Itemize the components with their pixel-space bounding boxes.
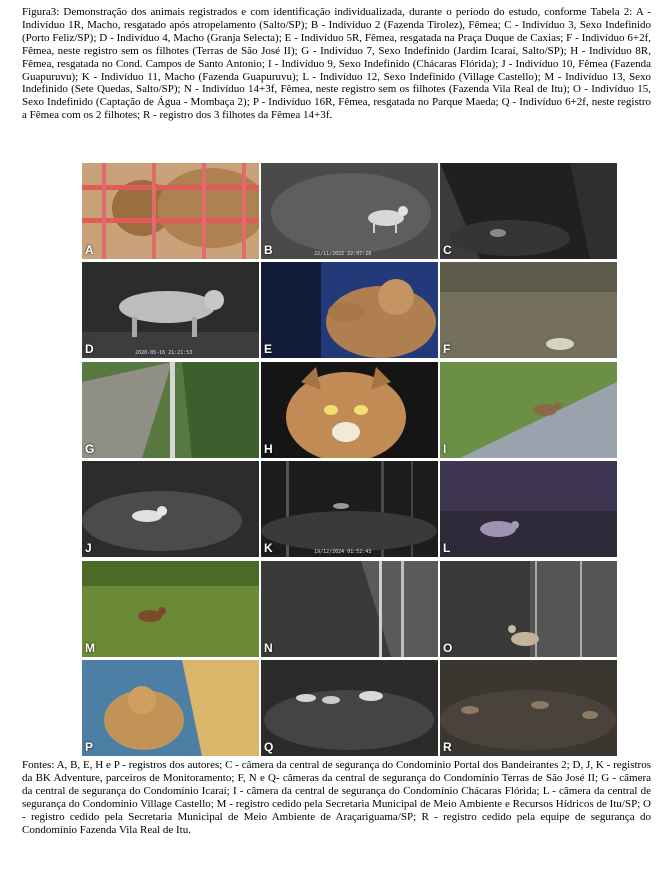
photo-e-image	[261, 262, 438, 358]
photo-panel-k	[261, 461, 438, 557]
figure-sources: Fontes: A, B, E, H e P - registros dos autores; C - câmera da central de segurança do Condomínio Portal dos Bandeirantes 2; D, J, K - registros da BK Adventure, parceiros de Monitoramento; F, N e Q- câmeras da central de segurança do Condomínio Terras de São José II; G - câmera da central de segurança do Condomínio Icaraí; I - câmera da central de segurança do Condomínio Chácaras Flórida; L - câmera da central de segurança do Condomínio Village Castello; M - registro cedido pela Secretaria Municipal de Meio Ambiente e Recursos Hídricos de Itu/SP; O - registro cedido pela Secretaria Municipal de Meio Ambiente de Araçariguama/SP; R - registro cedido pela equipe de segurança do Condomínio Fazenda Vila Real de Itu.	[22, 759, 651, 836]
photo-p-image	[82, 660, 259, 756]
photo-f-image	[440, 262, 617, 358]
photo-panel-g	[82, 362, 259, 458]
photo-panel-q	[261, 660, 438, 756]
photo-panel-c	[440, 163, 617, 259]
photo-n-image	[261, 561, 438, 657]
panel-label: M	[85, 640, 95, 655]
camera-timestamp: 22/11/2022 22:07:28	[314, 251, 372, 257]
panel-label: Q	[264, 739, 274, 754]
photo-b-image	[261, 163, 438, 259]
camera-timestamp: 2020-05-16 21:21:53	[135, 350, 193, 357]
panel-label: R	[443, 739, 452, 754]
panel-label: P	[85, 739, 94, 754]
photo-panel-f	[440, 262, 617, 358]
photo-panel-d	[82, 262, 259, 358]
photo-panel-h	[261, 362, 438, 458]
photo-panel-p	[82, 660, 259, 756]
photo-panel-a	[82, 163, 259, 259]
photo-m-image	[82, 561, 259, 657]
photo-panel-n	[261, 561, 438, 657]
figure-caption: Figura3: Demonstração dos animais registrados e com identificação individualizada, durante o período do estudo, conforme Tabela 2: A - Indivíduo 1R, Macho, resgatado após atropelamento (Salto/SP); B - Indivíduo 2 (Fazenda Tirolez), Fêmea; C - Indivíduo 3, Sexo Indefinido (Porto Feliz/SP); D - Indivíduo 4, Macho (Granja Selecta); E - Indivíduo 5R, Fêmea, resgatada na Praça Duque de Caxias; F - Indivíduo 6+2f, Fêmea, neste registro sem os filhotes (Terras de São José II); G - Indivíduo 7, Sexo Indefinido (Jardim Icaraí, Salto/SP); H - Indivíduo 8R, Fêmea, resgatada no Cond. Campos de Santo Antonio; I - Indivíduo 9, Sexo Indefinido (Chácaras Flórida); J - Indivíduo 10, Fêmea (Fazenda Guapuruvu); K - Indivíduo 11, Macho (Fazenda Guapuruvu); L - Indivíduo 12, Sexo Indefinido (Village Castello); M - Indivíduo 13, Sexo Indefinido (Sete Quedas, Salto/SP); N - Indivíduo 14+3f, Fêmea, neste registro sem os filhotes (Fazenda Vila Real de Itu); O - Indivíduo 15, Sexo Indefinido (Captação de Água - Mombaça 2); P - Indivíduo 16R, Fêmea, resgatada no Parque Maeda; Q - Indivíduo 6+2f, neste registro a Fêmea com os 2 filhotes; R - registro dos 3 filhotes da Fêmea 14+3f.	[22, 6, 651, 122]
panel-label: K	[264, 541, 273, 556]
photo-r-image	[440, 660, 617, 756]
photo-panel-l	[440, 461, 617, 557]
photo-panel-m	[82, 561, 259, 657]
panel-label: I	[443, 441, 447, 456]
photo-panel-j	[82, 461, 259, 557]
photo-d-image	[82, 262, 259, 358]
photo-panel-o	[440, 561, 617, 657]
photo-i-image	[440, 362, 617, 458]
panel-label: F	[443, 342, 451, 357]
photo-panel-e	[261, 262, 438, 358]
photo-j-image	[82, 461, 259, 557]
photo-q-image	[261, 660, 438, 756]
panel-label: C	[443, 243, 452, 257]
panel-label: L	[443, 541, 451, 556]
panel-label: D	[85, 342, 94, 357]
panel-label: O	[443, 640, 453, 655]
panel-label: A	[85, 243, 94, 257]
panel-label: B	[264, 243, 273, 257]
photo-o-image	[440, 561, 617, 657]
photo-k-image	[261, 461, 438, 557]
panel-label: N	[264, 640, 273, 655]
photo-panel-i	[440, 362, 617, 458]
panel-label: J	[85, 541, 92, 556]
photo-a-image	[82, 163, 259, 259]
photo-c-image	[440, 163, 617, 259]
photo-panel-b	[261, 163, 438, 259]
panel-label: E	[264, 342, 273, 357]
photo-l-image	[440, 461, 617, 557]
photo-grid	[82, 163, 617, 756]
photo-h-image	[261, 362, 438, 458]
camera-timestamp: 19/12/2024 01:52:43	[314, 549, 372, 556]
panel-label: G	[85, 441, 95, 456]
panel-label: H	[264, 441, 273, 456]
photo-g-image	[82, 362, 259, 458]
photo-panel-r	[440, 660, 617, 756]
